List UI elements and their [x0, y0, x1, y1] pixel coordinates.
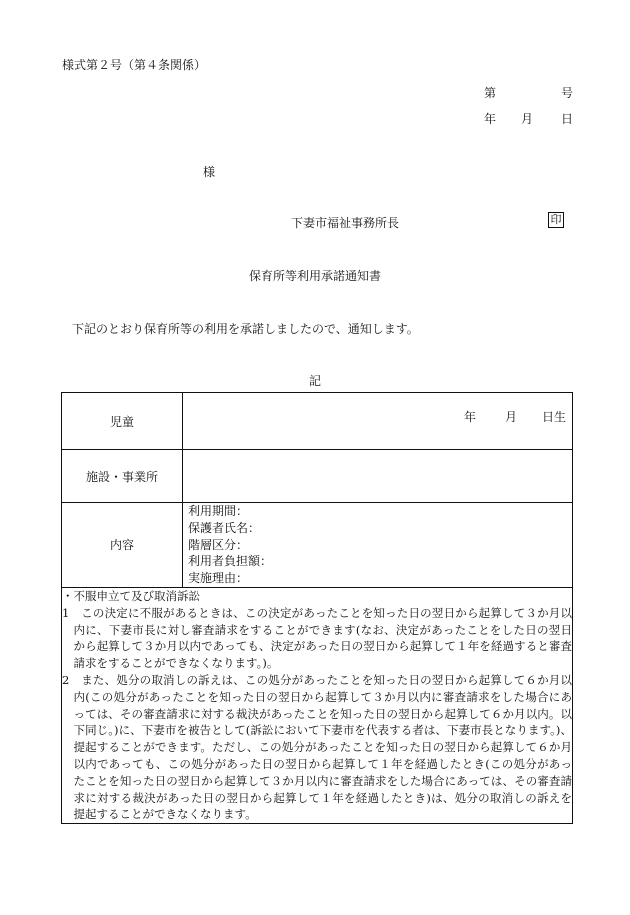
usage-period-label: 利用期間：: [188, 504, 249, 518]
content-label: 内容: [62, 503, 183, 588]
intro-text: 下記のとおり保育所等の利用を承諾しましたので、通知します。: [72, 322, 419, 336]
facility-label: 施設・事業所: [62, 450, 183, 503]
guardian-name-label: 保護者氏名：: [188, 520, 261, 535]
birth-day-label: 日生: [542, 410, 567, 424]
content-value-cell: [183, 503, 573, 588]
date-day-label: 日: [561, 112, 574, 126]
tier-class-label: 階層区分：: [188, 537, 249, 552]
document-number-prefix: 第: [484, 86, 497, 100]
notice-row: [62, 587, 573, 823]
seal-mark: 印: [548, 212, 564, 228]
date-year-label: 年: [484, 112, 497, 126]
document-number-suffix: 号: [561, 86, 574, 100]
approval-table: [61, 392, 573, 824]
form-number: 様式第２号（第４条関係）: [62, 58, 207, 72]
child-row: [62, 393, 573, 450]
notice-heading: ・不服申立て及び取消訴訟: [62, 588, 200, 603]
sender-name: 下妻市福祉事務所長: [291, 216, 400, 230]
user-fee-label: 利用者負担額：: [188, 554, 273, 569]
reason-label: 実施理由：: [188, 571, 249, 586]
facility-value-cell: [183, 450, 573, 503]
birth-year-label: 年: [464, 410, 477, 424]
appeal-notice: [62, 587, 573, 823]
child-value-cell: [183, 393, 573, 450]
date-month-label: 月: [521, 112, 534, 126]
child-label: 児童: [62, 393, 183, 450]
notice-item-1: 1 この決定に不服があるときは、この決定があったことを知った日の翌日から起算して３か月以内に、下妻市長に対し審査請求をすることができます(なお、決定があったことをした日の翌日から起算して３か月以内であっても、決定があった日の翌日から起算して１年を経過すると審査請求をすることができなくなります。)。: [62, 605, 572, 671]
document-title: 保育所等利用承諾通知書: [248, 269, 381, 283]
birth-month-label: 月: [505, 410, 518, 424]
ki-heading: 記: [308, 374, 321, 388]
notice-item-2: 2 また、処分の取消しの訴えは、この処分があったことを知った日の翌日から起算して６か月以内(この処分があったことを知った日の翌日から起算して３か月以内に審査請求をした場合にあっては、その審査請求に対する裁決があったことを知った日の翌日から起算して６か月以内。以下同じ。)に、下妻市を被告として(訴訟において下妻市を代表する者は、下妻市長となります。)、提起することができます。ただし、この処分があったことを知った日の翌日から起算して６か月以内であっても、この処分があった日の翌日から起算して１年を経過したとき(この処分があったことを知った日の翌日から起算して３か月以内に審査請求をした場合にあっては、その審査請求に対する裁決があった日の翌日から起算して１年を経過したとき)は、処分の取消しの訴えを提起することができなくなります。: [62, 672, 572, 822]
content-row: [62, 503, 573, 588]
addressee-honorific: 様: [203, 165, 216, 179]
facility-row: [62, 450, 573, 503]
